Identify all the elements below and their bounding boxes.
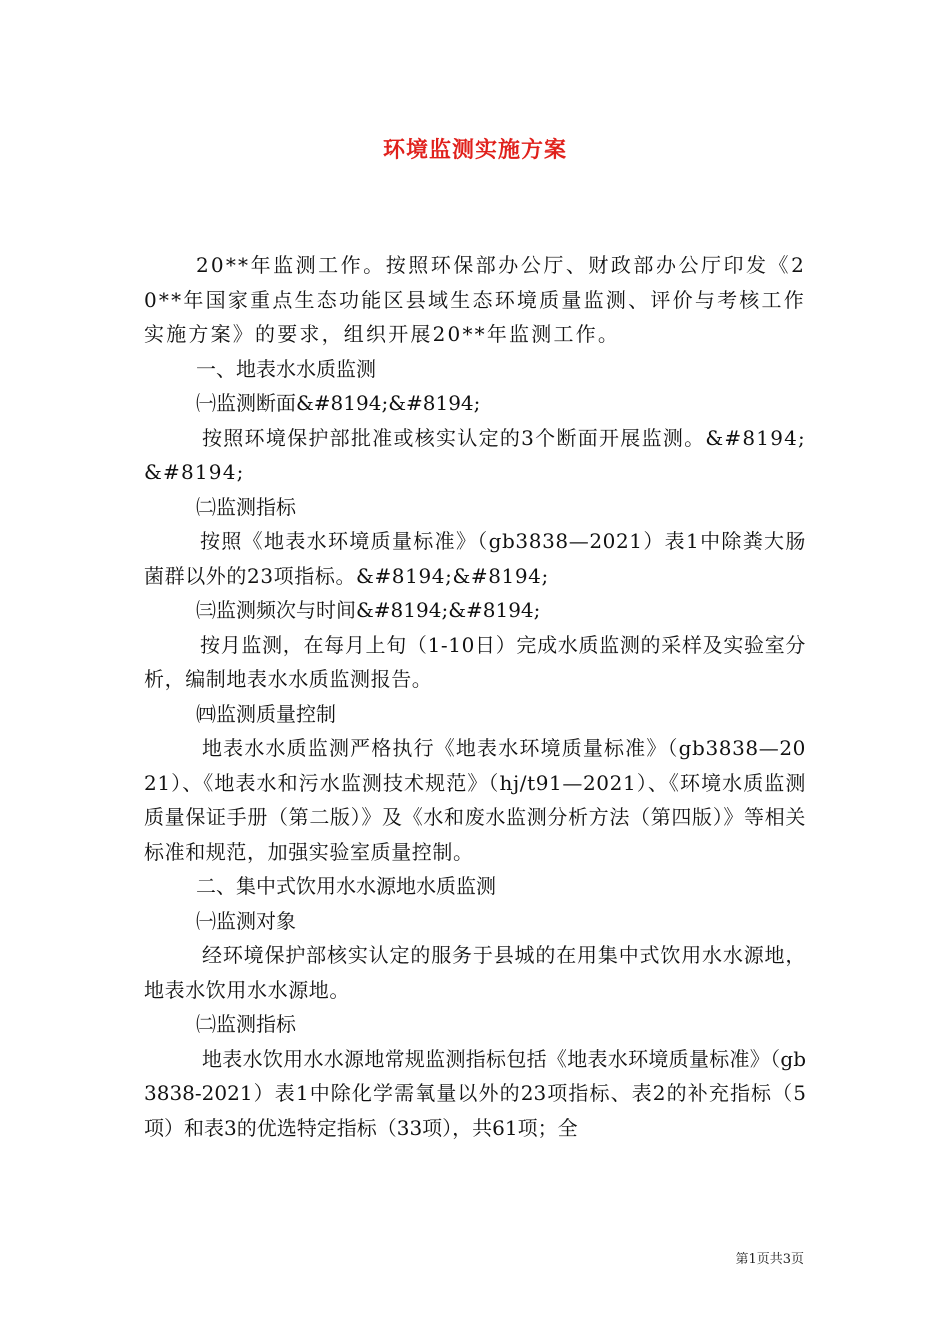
paragraph-indicators-text: 按照《地表水环境质量标准》（gb3838—2021）表1中除粪大肠菌群以外的23项指标。&#8194;&#8194; bbox=[144, 529, 806, 588]
paragraph-frequency-text: 按月监测，在每月上旬（1-10日）完成水质监测的采样及实验室分析，编制地表水水质监测报告。 bbox=[144, 632, 806, 691]
subheading-frequency-time: ㈢监测频次与时间&#8194;&#8194; bbox=[196, 598, 541, 622]
subheading-quality-control: ㈣监测质量控制 bbox=[196, 701, 336, 726]
document-body bbox=[144, 248, 806, 1145]
subheading-monitoring-sections: ㈠监测断面&#8194;&#8194; bbox=[196, 391, 481, 415]
section-heading-drinking-water: 二、集中式饮用水水源地水质监测 bbox=[196, 874, 496, 898]
paragraph-objects-text: 经环境保护部核实认定的服务于县城的在用集中式饮用水水源地，地表水饮用水水源地。 bbox=[144, 943, 806, 1002]
paragraph-indicators-text-2: 地表水饮用水水源地常规监测指标包括《地表水环境质量标准》（gb3838-2021）表1中除化学需氧量以外的23项指标、表2的补充指标（5项）和表3的优选特定指标（33项），共61项；全 bbox=[144, 1046, 806, 1140]
paragraph-quality-text: 地表水水质监测严格执行《地表水环境质量标准》（gb3838—2021）、《地表水和污水监测技术规范》（hj/t91—2021）、《环境水质监测质量保证手册（第二版）》及《水和废水监测分析方法（第四版）》等相关标准和规范，加强实验室质量控制。 bbox=[144, 736, 806, 864]
subheading-monitoring-objects: ㈠监测对象 bbox=[196, 908, 296, 933]
section-heading-surface-water: 一、地表水水质监测 bbox=[196, 356, 376, 381]
subheading-monitoring-indicators-2: ㈡监测指标 bbox=[196, 1012, 296, 1036]
intro-paragraph: 20**年监测工作。按照环保部办公厅、财政部办公厅印发《20**年国家重点生态功能区县域生态环境质量监测、评价与考核工作实施方案》的要求，组织开展20**年监测工作。 bbox=[144, 253, 806, 346]
subheading-monitoring-indicators: ㈡监测指标 bbox=[196, 494, 296, 519]
document-title: 环境监测实施方案 bbox=[382, 137, 567, 163]
paragraph-sections-text: 按照环境保护部批准或核实认定的3个断面开展监测。&#8194;&#8194; bbox=[144, 425, 806, 484]
page-number-footer: 第1页共3页 bbox=[735, 1252, 804, 1267]
